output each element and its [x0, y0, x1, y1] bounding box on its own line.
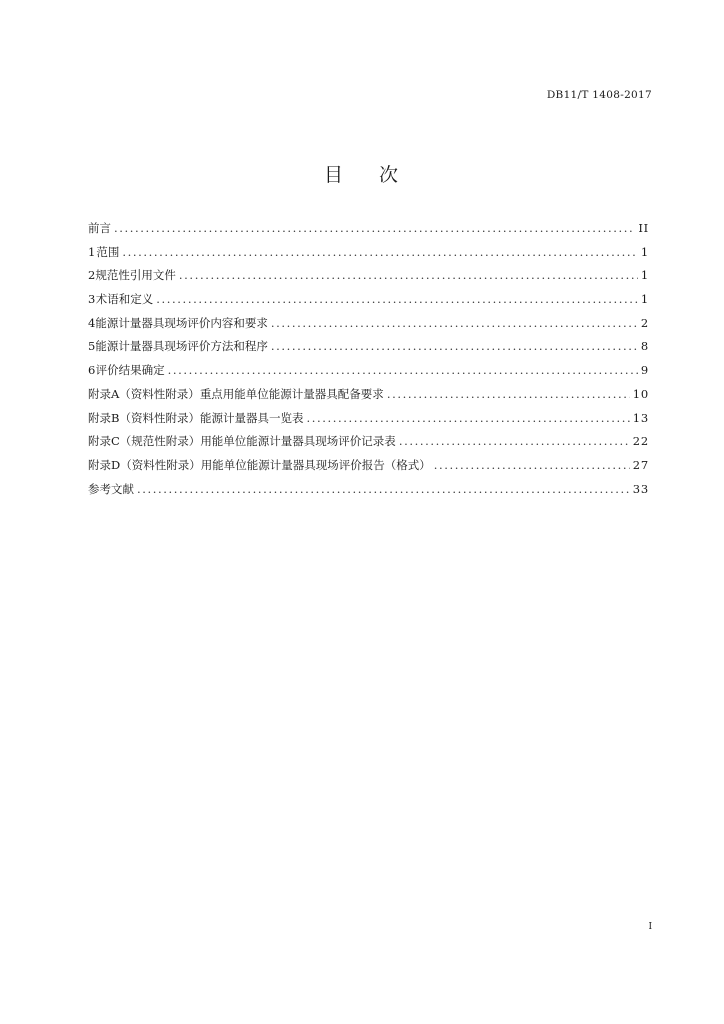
toc-entry-text: 能源计量器具现场评价内容和要求 — [95, 315, 268, 330]
toc-page-number: 22 — [632, 434, 649, 449]
toc-leader-dots — [271, 316, 638, 330]
table-of-contents — [88, 220, 649, 504]
toc-page-number: 9 — [640, 363, 649, 378]
page-number: I — [648, 922, 652, 932]
toc-section-number: 5 — [88, 339, 96, 354]
toc-entry-text: 参考文献 — [88, 481, 134, 496]
toc-entry-annex-d[interactable] — [88, 457, 649, 481]
toc-entry-terms-definitions[interactable] — [88, 291, 649, 315]
toc-leader-dots — [156, 292, 638, 306]
toc-entry-bibliography[interactable] — [88, 481, 649, 505]
toc-entry-text: 规范性引用文件 — [95, 268, 176, 283]
toc-leader-dots — [122, 245, 638, 259]
toc-entry-text: 用能单位能源计量器具现场评价记录表 — [200, 434, 396, 449]
toc-page-number: 2 — [640, 315, 649, 330]
toc-title-char-1: 目 — [323, 164, 345, 186]
toc-entry-foreword[interactable] — [88, 220, 649, 244]
toc-annex-label: 附录D（资料性附录） — [88, 457, 201, 472]
toc-leader-dots — [114, 221, 635, 235]
toc-section-number: 6 — [88, 363, 96, 378]
toc-entry-normative-references[interactable] — [88, 267, 649, 291]
toc-annex-label: 附录C（规范性附录） — [88, 434, 201, 449]
toc-title-char-2: 次 — [379, 164, 401, 186]
toc-section-number: 2 — [88, 268, 96, 283]
toc-page-number: II — [638, 221, 649, 235]
toc-page-number: 33 — [632, 481, 649, 496]
toc-page-number: 1 — [640, 268, 649, 283]
toc-entry-annex-c[interactable] — [88, 433, 649, 457]
toc-entry-annex-a[interactable] — [88, 386, 649, 410]
toc-entry-annex-b[interactable] — [88, 410, 649, 434]
toc-page-number: 1 — [640, 292, 649, 307]
document-code: DB11/T 1408-2017 — [546, 89, 652, 101]
toc-leader-dots — [306, 411, 629, 425]
toc-entry-text: 用能单位能源计量器具现场评价报告（格式） — [200, 457, 431, 472]
toc-section-number: 1 — [88, 244, 96, 259]
toc-leader-dots — [137, 482, 630, 496]
toc-leader-dots — [168, 363, 638, 377]
toc-section-number: 3 — [88, 292, 96, 307]
toc-entry-methods-procedures[interactable] — [88, 338, 649, 362]
toc-section-number: 4 — [88, 315, 96, 330]
toc-page-number: 27 — [632, 457, 649, 472]
toc-entry-scope[interactable] — [88, 244, 649, 268]
toc-entry-text: 范围 — [96, 244, 120, 259]
toc-page-number: 8 — [640, 339, 649, 354]
toc-page-number: 10 — [632, 386, 649, 401]
toc-entry-text: 术语和定义 — [95, 292, 154, 307]
toc-entry-text: 评价结果确定 — [95, 363, 165, 378]
toc-entry-text: 能源计量器具现场评价方法和程序 — [95, 339, 268, 354]
toc-entry-text: 能源计量器具一览表 — [199, 410, 304, 425]
toc-title — [0, 160, 724, 187]
toc-entry-evaluation-results[interactable] — [88, 362, 649, 386]
toc-page-number: 1 — [640, 244, 649, 259]
toc-leader-dots — [271, 339, 638, 353]
toc-leader-dots — [399, 434, 630, 448]
toc-entry-content-requirements[interactable] — [88, 315, 649, 339]
toc-entry-text: 前言 — [88, 221, 111, 235]
toc-annex-label: 附录B（资料性附录） — [88, 410, 200, 425]
toc-leader-dots — [179, 268, 638, 282]
toc-entry-text: 重点用能单位能源计量器具配备要求 — [199, 386, 384, 401]
toc-leader-dots — [387, 387, 630, 401]
toc-annex-label: 附录A（资料性附录） — [88, 386, 200, 401]
toc-page-number: 13 — [632, 410, 649, 425]
toc-leader-dots — [434, 458, 630, 472]
